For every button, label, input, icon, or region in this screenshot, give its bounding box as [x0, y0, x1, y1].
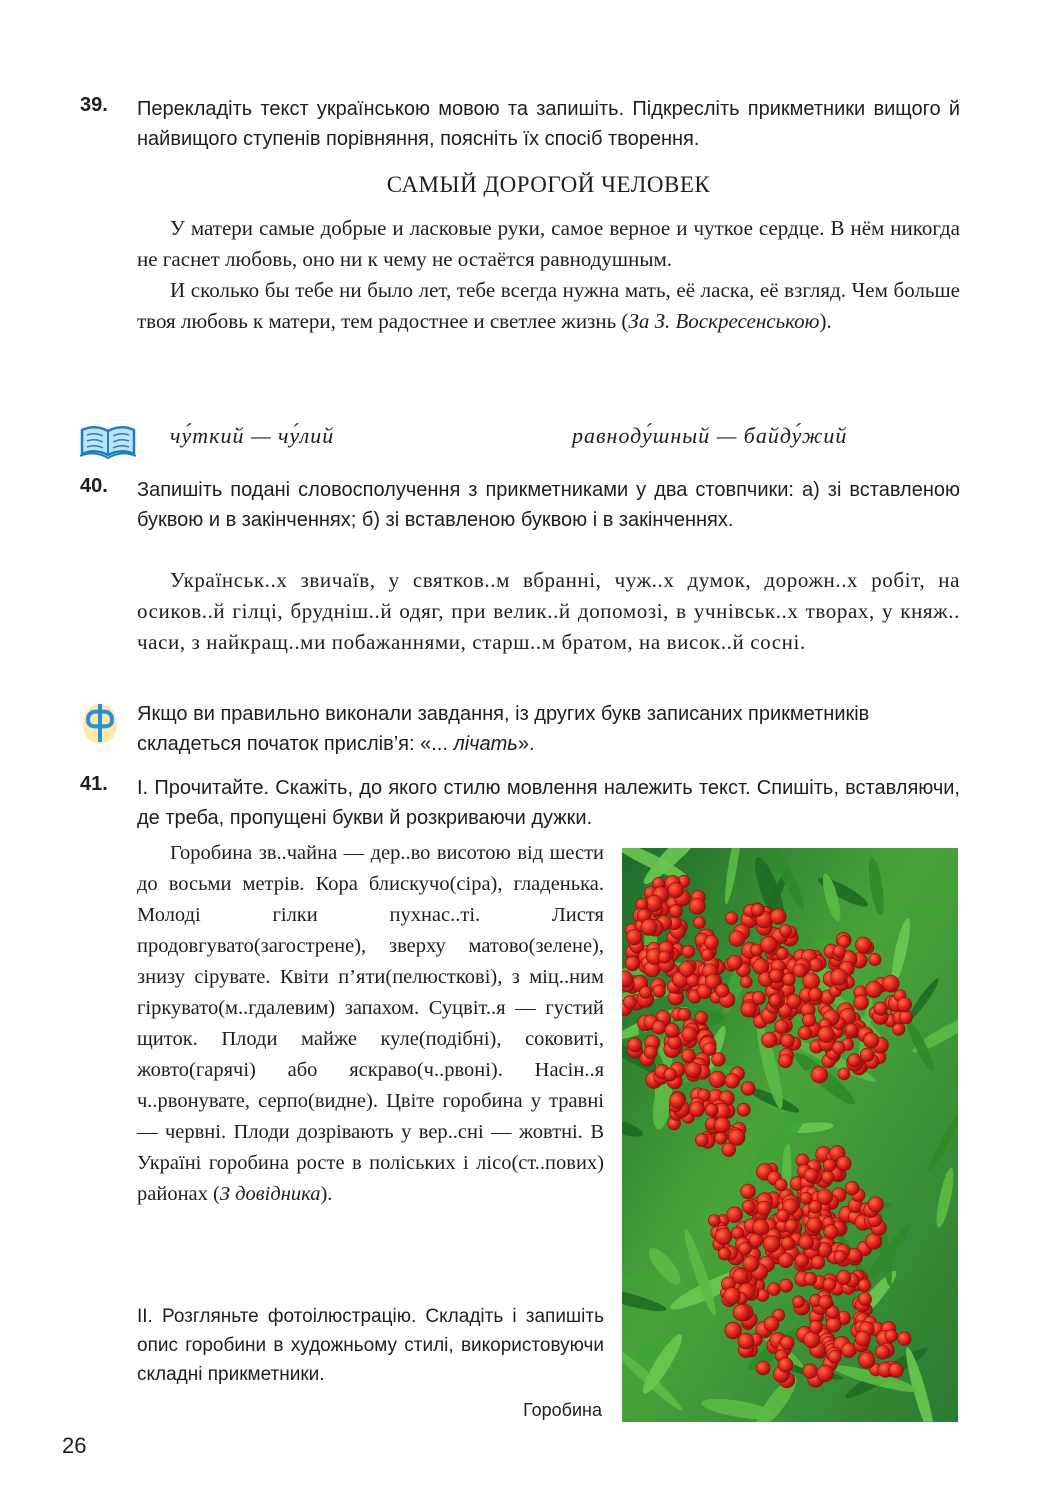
berry	[807, 1217, 822, 1232]
berry	[738, 1242, 751, 1255]
berry	[869, 953, 881, 965]
berry	[724, 1287, 741, 1304]
photo-caption: Горобина	[523, 1400, 602, 1420]
berry	[826, 1317, 841, 1332]
page-number: 26	[62, 1433, 87, 1458]
paragraph: И сколько бы тебе ни было лет, тебе всегда нужна мать, её ласка, её взгляд. Чем больше твоя любовь к матери, тем радостнее и светлее жизнь (За З. Воскресенською).	[137, 278, 960, 333]
berry	[897, 997, 912, 1012]
berry	[848, 1054, 861, 1067]
hint-word: лічать	[453, 733, 518, 755]
exercise-41-text	[137, 838, 604, 1210]
berry	[802, 1014, 815, 1027]
berry	[778, 1253, 793, 1268]
berry	[858, 1293, 871, 1306]
exercise-task: І. Прочитайте. Скажіть, до якого стилю мовлення належить текст. Спишіть, вставляючи, де треба, пропущені букви й розкриваючи дужки.	[137, 777, 960, 829]
berry	[804, 1168, 818, 1182]
text-title: САМЫЙ ДОРОГОЙ ЧЕЛОВЕК	[386, 172, 711, 197]
berry	[818, 1295, 832, 1309]
berry	[858, 1279, 871, 1292]
berry	[742, 1200, 755, 1213]
berry	[763, 1236, 780, 1253]
berry	[678, 1008, 691, 1021]
berry	[803, 1332, 820, 1349]
berry	[686, 1062, 702, 1078]
exercise-41-part2: ІІ. Розгляньте фотоілюстрацію. Складіть і запишіть опис горобини в художньому стилі, використовуючи складні прикметники.	[137, 1306, 604, 1385]
vocab-pair: чу́ткий — чу́лий	[170, 423, 335, 448]
exercise-task: Запишіть подані словосполучення з прикметниками у два стовпчики: а) зі вставленою буквою и в закінченнях; б) зі вставленою буквою і в закінченнях.	[137, 479, 960, 531]
berry	[714, 1117, 730, 1133]
berry	[778, 1358, 793, 1373]
berry	[875, 1345, 889, 1359]
berry	[854, 995, 869, 1010]
berry	[727, 955, 742, 970]
berry	[725, 912, 738, 925]
berry	[834, 1250, 847, 1263]
exercise-number: 39.	[80, 94, 108, 116]
berry	[705, 1104, 718, 1117]
berry	[725, 1074, 740, 1089]
berry	[762, 1032, 778, 1048]
berry	[752, 991, 765, 1004]
berry	[868, 1197, 883, 1212]
berry	[845, 1023, 858, 1036]
exercise-39	[80, 94, 960, 154]
berry	[670, 1093, 686, 1109]
berry	[704, 935, 718, 949]
berry	[764, 1317, 779, 1332]
berry	[738, 1333, 754, 1349]
berry	[715, 1132, 727, 1144]
berry	[833, 945, 846, 958]
dictionary-book-icon	[78, 420, 138, 460]
berry	[665, 1023, 679, 1037]
berry	[623, 996, 636, 1009]
berry	[709, 1071, 726, 1088]
berry	[741, 1081, 755, 1095]
rowan-berries-photo	[622, 848, 958, 1422]
berry	[859, 1352, 875, 1368]
berry	[828, 1350, 841, 1363]
berry	[682, 1027, 697, 1042]
berry	[860, 1048, 874, 1062]
berry	[770, 909, 786, 925]
berry	[775, 1020, 789, 1034]
berry	[768, 1283, 781, 1296]
exercise-40-hint: Якщо ви правильно виконали завдання, із других букв записаних прикметників складеться початок прислів’я: «... лічать».	[137, 703, 870, 755]
exercise-40-text	[137, 565, 960, 658]
berry	[689, 898, 705, 914]
berry	[832, 1041, 845, 1054]
berry	[777, 1209, 790, 1222]
berry	[628, 1038, 642, 1052]
berry	[779, 925, 791, 937]
berry	[715, 1228, 732, 1245]
berry	[718, 1248, 731, 1261]
berry	[658, 951, 671, 964]
berry	[641, 919, 657, 935]
berry	[787, 994, 801, 1008]
berry	[799, 1235, 814, 1250]
exercise-39-text	[137, 213, 960, 337]
berry	[757, 1201, 771, 1215]
berry	[882, 975, 899, 992]
berry	[864, 1033, 879, 1048]
berry	[716, 984, 729, 997]
berry	[779, 1279, 792, 1292]
berry	[781, 1237, 794, 1250]
berry	[811, 1255, 825, 1269]
berry	[809, 1200, 822, 1213]
paragraph: Горобина зв..чайна — дер..во висотою від шести до восьми метрів. Кора блискучо(сіра), гладенька. Молоді гілки пухнас..ті. Листя продовгувато(загострене), зверху матово(зелене), знизу сірувате. Квіти п’яти(пелюсткові), з міц..ним гіркувато(м..гдалевим) запахом. Суцвіт..я — густий щиток. Плоди майже куле(подібні), соковиті, жовто(гарячі) або яскраво(ч..рвоні). Насін..я ч..рвонувате, серпо(видне). Цвіте горобина у травні — червні. Плоди дозрівають у вер..сні — жовтні. В Україні горобина росте в поліських і лісо(ст..пових) районах (З довідника).	[137, 842, 604, 1205]
berry	[837, 1270, 851, 1284]
berry	[712, 1053, 726, 1067]
berry	[679, 961, 695, 977]
berry	[727, 1207, 743, 1223]
berry	[804, 1272, 817, 1285]
berry	[898, 1332, 912, 1346]
source-reference: З довідника	[219, 1183, 321, 1205]
berry	[899, 1010, 913, 1024]
exercise-41	[80, 773, 960, 833]
berry	[803, 1364, 818, 1379]
berry	[695, 1133, 708, 1146]
berry	[664, 1068, 677, 1081]
berry	[783, 973, 796, 986]
berry	[689, 1102, 704, 1117]
berry	[811, 1066, 828, 1083]
berry	[733, 1268, 749, 1284]
source-reference: За З. Воскресенською	[628, 309, 820, 333]
exercise-number: 41.	[80, 773, 108, 795]
berry	[809, 958, 823, 972]
berry	[823, 1278, 836, 1291]
berry	[874, 1002, 888, 1016]
berry	[640, 986, 652, 998]
berry	[701, 949, 713, 961]
berry	[644, 1046, 657, 1059]
berry	[769, 969, 783, 983]
berry	[798, 1026, 812, 1040]
berry	[838, 1068, 850, 1080]
berry	[693, 917, 705, 929]
vocab-pair: равноду́шный — байду́жий	[572, 423, 848, 448]
berry	[855, 937, 871, 953]
berry	[809, 988, 823, 1002]
berry	[769, 994, 782, 1007]
berry	[817, 1365, 833, 1381]
berry	[682, 945, 695, 958]
berry	[855, 1331, 870, 1346]
berry	[760, 936, 777, 953]
berry	[889, 1363, 903, 1377]
berry	[741, 1002, 757, 1018]
berry	[652, 1021, 666, 1035]
berry	[776, 948, 788, 960]
berry	[779, 1054, 793, 1068]
berry	[668, 882, 683, 897]
berry	[793, 964, 807, 978]
berry	[809, 1320, 822, 1333]
berry	[722, 1143, 736, 1157]
paragraph: Українськ..х звичаїв, у святков..м вбранні, чуж..х думок, дорожн..х робіт, на осиков..й гілці, брудніш..й одяг, при велик..й допомозі, в учнівськ..х творах, у княж.. часи, з найкращ..ми побажаннями, старш..м братом, на висок..й сосні.	[137, 568, 960, 654]
berry	[823, 1159, 836, 1172]
berry	[753, 1219, 769, 1235]
berry	[751, 904, 764, 917]
berry	[792, 1296, 804, 1308]
berry	[729, 931, 745, 947]
berry	[625, 956, 640, 971]
berry	[824, 1225, 838, 1239]
berry	[653, 985, 666, 998]
berry	[775, 1179, 787, 1191]
exercise-task: Перекладіть текст українською мовою та запишіть. Підкресліть прикметники вищого й найвищого ступенів порівняння, поясніть їх спосіб творення.	[137, 98, 960, 150]
berry	[780, 1336, 794, 1350]
berry	[845, 1181, 859, 1195]
berry	[740, 976, 752, 988]
berry	[669, 905, 682, 918]
berry	[866, 981, 883, 998]
berry	[708, 1215, 720, 1227]
paragraph: У матери самые добрые и ласковые руки, самое верное и чуткое сердце. В нём никогда не гаснет любовь, оно ни к чему не остаётся равнодушным.	[137, 216, 960, 271]
berry	[885, 1330, 897, 1342]
berry	[781, 1034, 795, 1048]
berry	[822, 1171, 835, 1184]
berry	[733, 1304, 750, 1321]
berry	[725, 1322, 742, 1339]
berry	[743, 1256, 759, 1272]
phonetic-hint-icon	[80, 700, 120, 746]
berry	[737, 1103, 750, 1116]
berry	[695, 1011, 708, 1024]
berry	[626, 929, 642, 945]
berry	[831, 969, 848, 986]
exercise-40	[80, 475, 960, 535]
berry	[756, 1361, 770, 1375]
berry	[818, 1026, 834, 1042]
exercise-number: 40.	[80, 475, 108, 497]
berry	[837, 1156, 851, 1170]
berry	[741, 1184, 756, 1199]
